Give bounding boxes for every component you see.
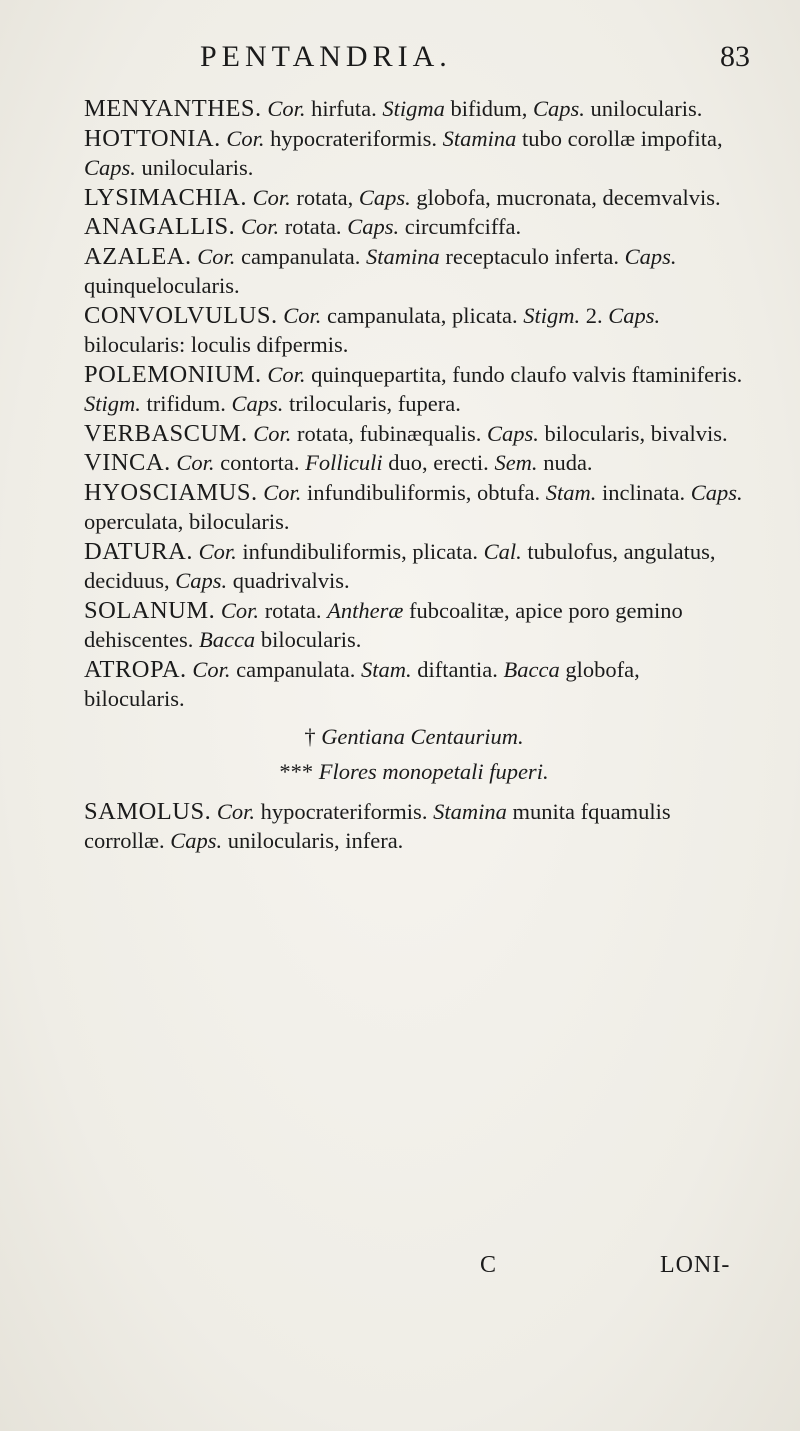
genus-name: LYSIMACHIA.	[84, 183, 247, 211]
description: tubo corollæ impofita,	[516, 125, 723, 151]
description: circumfciffa.	[399, 214, 522, 239]
term: Cor.	[226, 125, 265, 151]
section-heading	[84, 757, 744, 787]
description: campanulata.	[230, 656, 362, 682]
entry-polemonium	[84, 360, 744, 419]
signature-mark: C	[480, 1252, 497, 1278]
term: Cor.	[198, 538, 237, 564]
term: Caps.	[231, 391, 284, 416]
dagger-mark: †	[304, 723, 322, 749]
term: Caps.	[690, 479, 743, 505]
entry-anagallis	[84, 212, 744, 242]
description: munita fquamulis corrollæ.	[84, 798, 671, 853]
term: Cor.	[220, 597, 260, 623]
description: unilocularis, infera.	[222, 828, 404, 853]
description: unilocularis.	[135, 155, 254, 180]
term: Stigm.	[84, 391, 141, 416]
description: rotata,	[290, 184, 359, 210]
text-body	[84, 94, 744, 856]
genus-name: DATURA.	[84, 537, 193, 565]
description: nuda.	[537, 450, 593, 475]
genus-name: ATROPA.	[84, 655, 187, 683]
description: bifidum,	[444, 96, 533, 121]
running-title: PENTANDRIA.	[200, 40, 452, 73]
genus-name: HOTTONIA.	[84, 124, 221, 152]
term: Cor.	[197, 243, 236, 269]
description: contorta.	[214, 450, 306, 475]
term: Caps.	[358, 184, 411, 210]
description: infundibuliformis, plicata.	[236, 538, 484, 564]
description: bilocularis, bivalvis.	[538, 420, 728, 446]
term: Cor.	[252, 184, 291, 210]
entry-vinca	[84, 448, 744, 478]
term: Folliculi	[305, 450, 383, 475]
entry-menyanthes	[84, 94, 744, 124]
term: Stigm.	[523, 302, 581, 328]
description: inclinata.	[596, 479, 691, 505]
description: hypocrateriformis.	[264, 125, 443, 151]
term: Stamina	[442, 125, 517, 151]
description: rotata, fubinæqualis.	[291, 420, 487, 446]
term: Caps.	[175, 568, 228, 593]
description: hypocrateriformis.	[255, 798, 434, 824]
description: rotata.	[279, 214, 348, 239]
genus-name: SOLANUM.	[84, 596, 216, 624]
entry-lysimachia	[84, 183, 744, 213]
term: Bacca	[198, 627, 256, 652]
description: receptaculo inferta.	[439, 243, 625, 269]
description: trilocularis, fupera.	[283, 391, 461, 416]
term: Cor.	[263, 479, 302, 505]
description: quadrivalvis.	[227, 568, 350, 593]
section-heading-text: Flores monopetali fuperi.	[318, 759, 549, 784]
description: unilocularis.	[584, 96, 703, 121]
entry-solanum	[84, 596, 744, 655]
description: 2.	[580, 302, 609, 328]
page-number: 83	[720, 40, 750, 73]
catchword: LONI-	[660, 1252, 731, 1278]
description: campanulata.	[235, 243, 366, 269]
term: Antheræ	[327, 597, 404, 623]
genus-name: VERBASCUM.	[84, 419, 248, 447]
term: Cor.	[240, 214, 280, 239]
term: Stamina	[433, 798, 507, 824]
genus-name: VINCA.	[84, 449, 171, 476]
genus-name: POLEMONIUM.	[84, 360, 262, 388]
entry-hyosciamus	[84, 478, 744, 537]
description: quinquepartita, fundo claufo valvis ftaminiferis.	[305, 361, 743, 387]
term: Caps.	[170, 828, 223, 853]
description: bilocularis: loculis difpermis.	[84, 332, 349, 357]
term: Stigma	[382, 96, 445, 121]
term: Cor.	[216, 798, 255, 824]
description: rotata.	[259, 597, 328, 623]
description: campanulata, plicata.	[321, 302, 524, 328]
term: Caps.	[84, 155, 136, 180]
gentiana-note	[84, 722, 744, 752]
genus-name: AZALEA.	[84, 242, 192, 270]
term: Cor.	[192, 656, 231, 682]
term: Bacca	[503, 656, 560, 682]
genus-name: SAMOLUS.	[84, 797, 212, 825]
genus-name: MENYANTHES.	[84, 95, 262, 122]
entry-samolus	[84, 797, 744, 856]
description: bilocularis.	[255, 627, 362, 652]
term: Cor.	[253, 420, 292, 446]
term: Cor.	[283, 302, 322, 328]
term: Cor.	[267, 361, 306, 387]
term: Caps.	[624, 243, 677, 269]
entry-verbascum	[84, 419, 744, 449]
term: Stamina	[365, 243, 440, 269]
entry-datura	[84, 537, 744, 596]
description: operculata, bilocularis.	[84, 509, 290, 534]
entry-hottonia	[84, 124, 744, 183]
term: Stam.	[545, 479, 597, 505]
description: globofa, bilocularis.	[84, 656, 640, 711]
description: diftantia.	[411, 656, 504, 682]
description: infundibuliformis, obtufa.	[301, 479, 546, 505]
description: globofa, mucronata, decemvalvis.	[410, 184, 721, 210]
note-text: Gentiana Centaurium.	[321, 723, 524, 749]
term: Caps.	[532, 96, 585, 121]
page-footer	[0, 1252, 800, 1286]
description: duo, erecti.	[382, 450, 495, 475]
description: hirfuta.	[305, 96, 383, 121]
term: Cal.	[483, 538, 522, 564]
term: Caps.	[608, 302, 661, 328]
asterisk-mark: ***	[279, 759, 319, 784]
description: fubcoalitæ, apice poro gemino dehiscentes.	[84, 597, 683, 652]
term: Caps.	[486, 420, 539, 446]
term: Cor.	[267, 96, 306, 121]
entry-atropa	[84, 655, 744, 714]
description: tubulofus, angulatus, deciduus,	[84, 538, 716, 593]
description: trifidum.	[140, 391, 232, 416]
genus-name: HYOSCIAMUS.	[84, 478, 258, 506]
entry-azalea	[84, 242, 744, 301]
genus-name: ANAGALLIS.	[84, 213, 236, 240]
term: Cor.	[176, 450, 215, 475]
term: Stam.	[361, 656, 412, 682]
genus-name: CONVOLVULUS.	[84, 301, 278, 329]
description: quinquelocularis.	[84, 273, 240, 298]
term: Sem.	[494, 450, 538, 475]
term: Caps.	[347, 214, 400, 239]
page-header	[0, 40, 800, 80]
entry-convolvulus	[84, 301, 744, 360]
